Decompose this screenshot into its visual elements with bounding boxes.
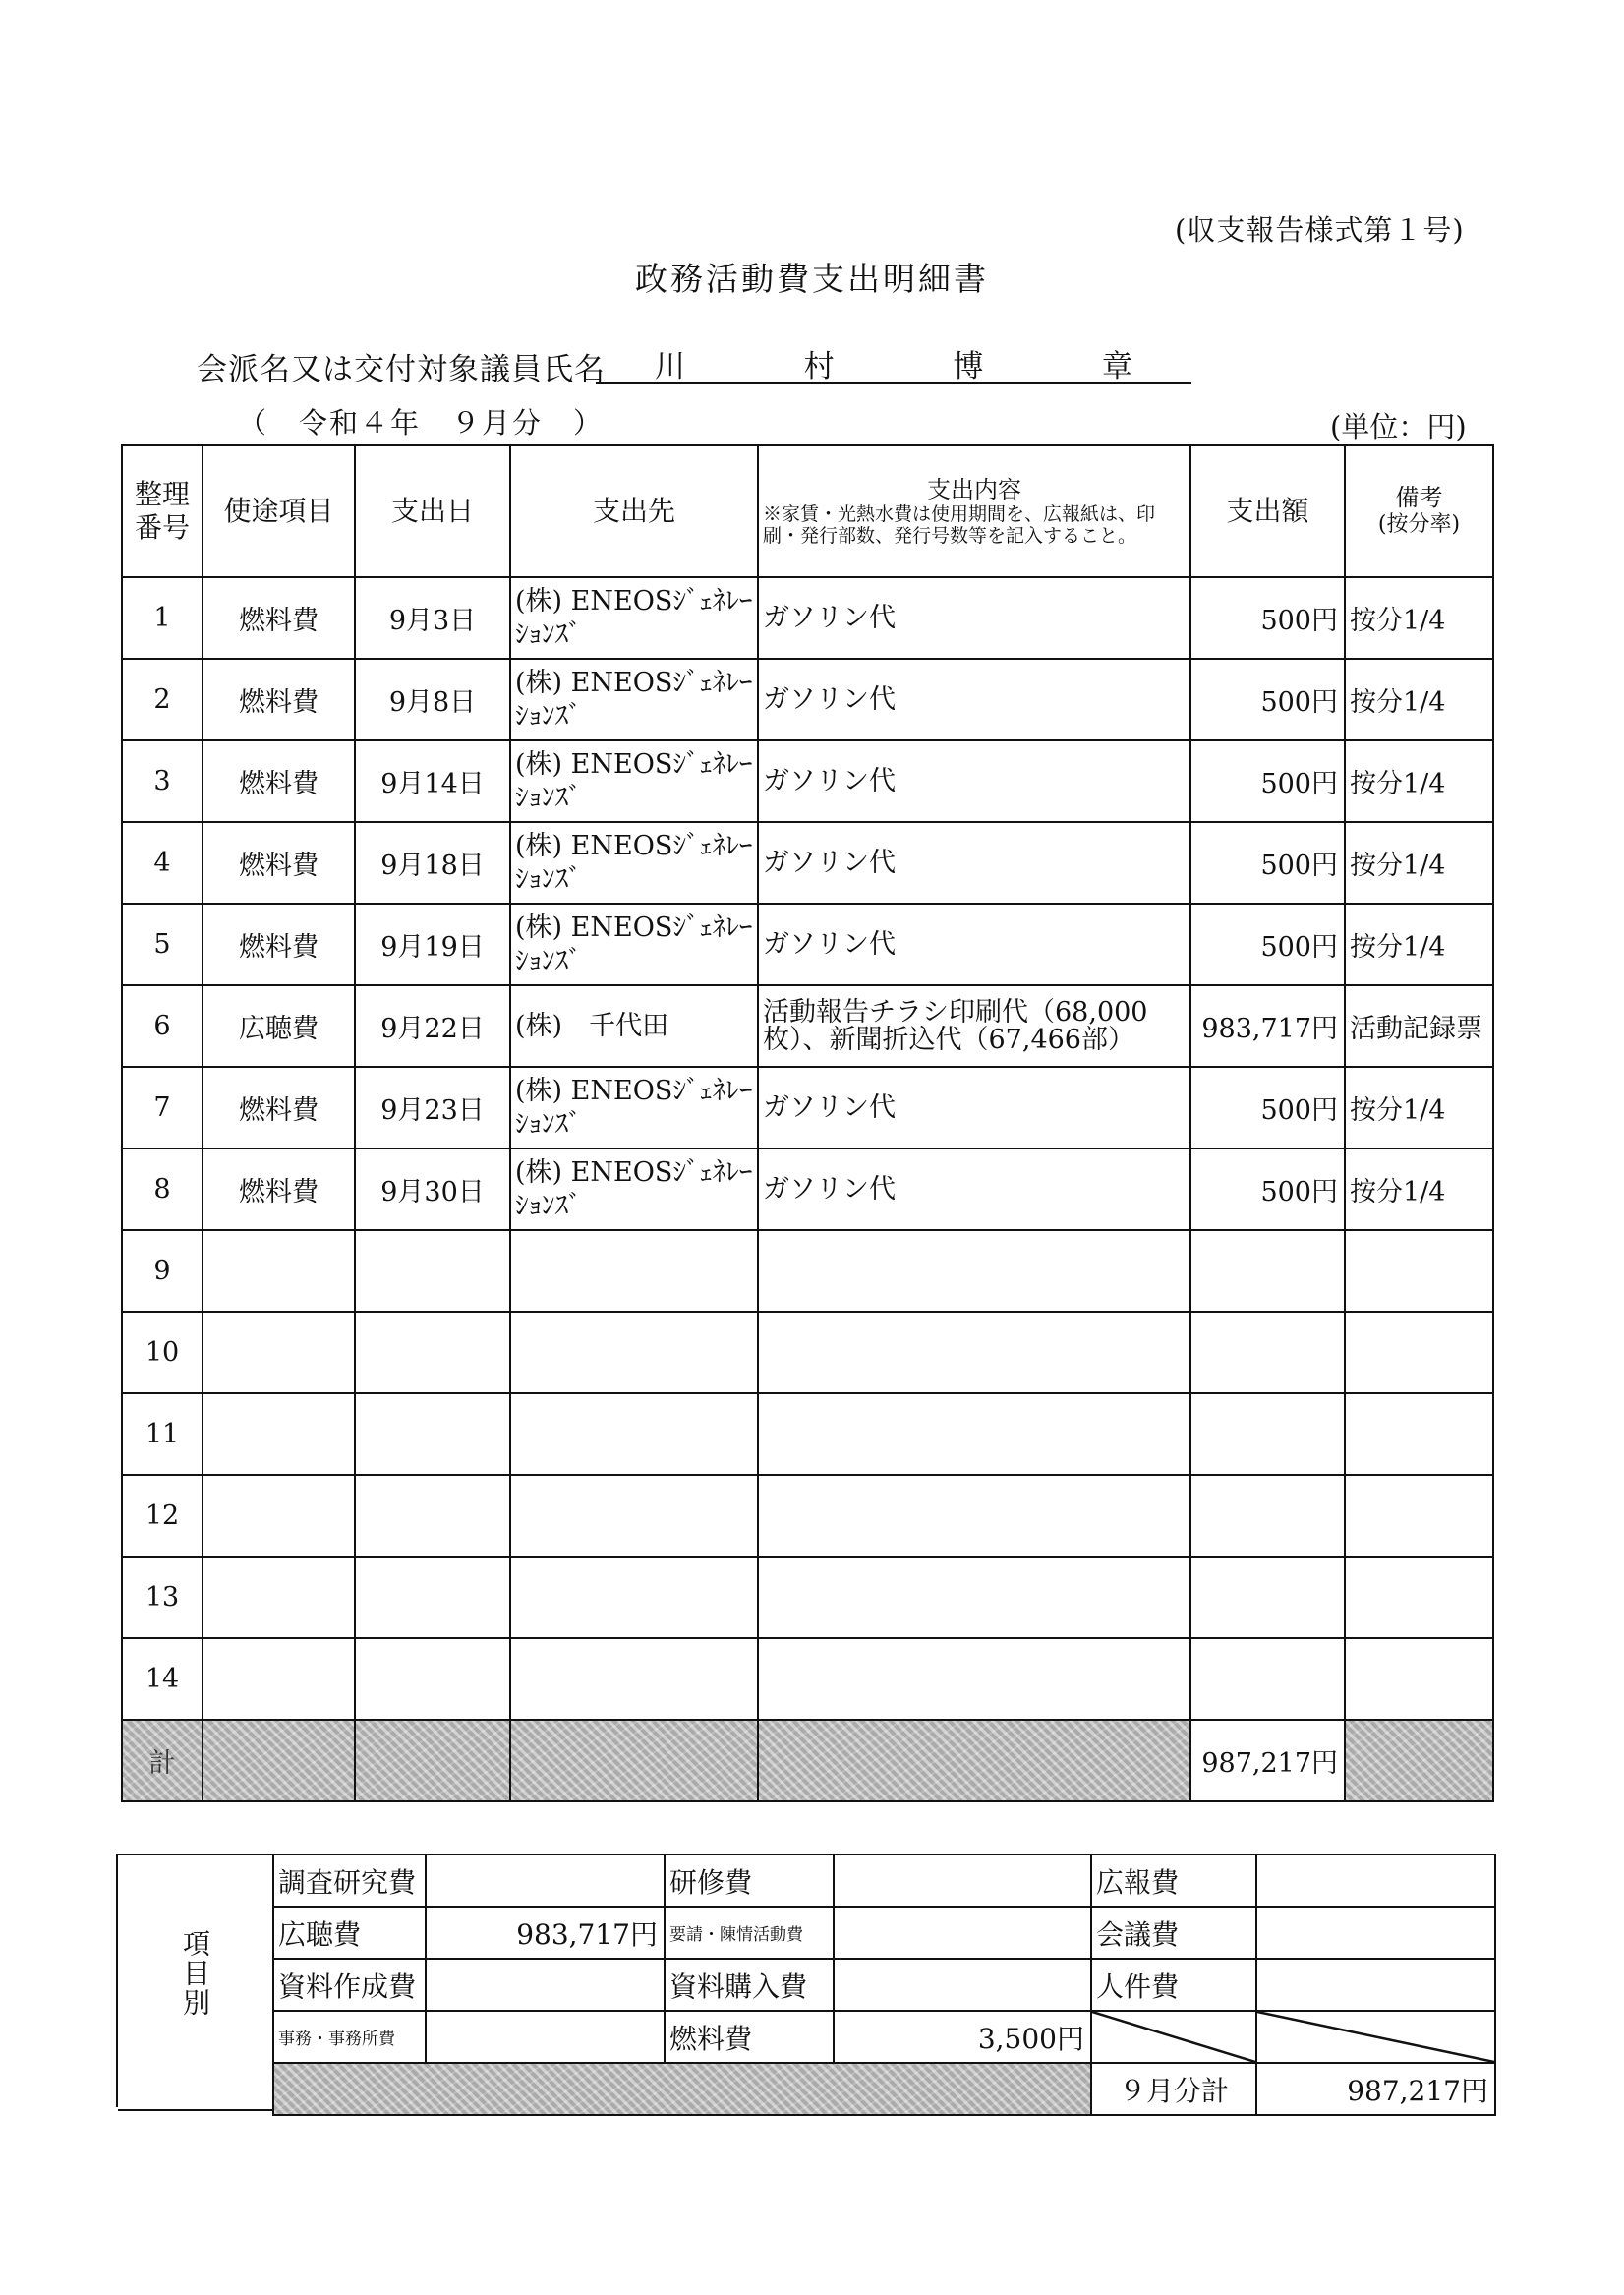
office-label: 事務・事務所費 — [273, 2011, 426, 2063]
row-payee — [510, 1312, 758, 1393]
row-remarks — [1345, 1312, 1493, 1393]
header-remarks-label: 備考 — [1395, 484, 1443, 511]
meeting-value — [1256, 1907, 1495, 1959]
total-row — [122, 1720, 1493, 1801]
row-remarks: 按分1/4 — [1345, 1148, 1493, 1230]
header-amount: 支出額 — [1190, 445, 1345, 577]
shaded-cell — [273, 2063, 1091, 2115]
summary-row — [273, 2011, 1495, 2063]
member-name-char: 章 — [1101, 349, 1132, 384]
row-number: 2 — [122, 659, 203, 740]
row-number: 5 — [122, 904, 203, 985]
member-name — [596, 341, 1191, 385]
row-number: 13 — [122, 1557, 203, 1638]
row-remarks: 按分1/4 — [1345, 659, 1493, 740]
row-date — [355, 1312, 510, 1393]
row-payee: (株) ENEOSｼﾞｪﾈﾚｰｼｮﾝｽﾞ — [510, 577, 758, 659]
row-category: 燃料費 — [203, 822, 355, 904]
row-date: 9月18日 — [355, 822, 510, 904]
office-value — [426, 2011, 665, 2063]
pr-label: 広報費 — [1091, 1854, 1256, 1907]
summary-label: 項目別 — [179, 1929, 211, 2018]
row-remarks: 按分1/4 — [1345, 904, 1493, 985]
row-category: 燃料費 — [203, 904, 355, 985]
report-period: （ 令和４年 ９月分 ） — [238, 406, 605, 440]
row-amount: 500円 — [1190, 740, 1345, 822]
row-number: 4 — [122, 822, 203, 904]
member-name-char: 博 — [953, 349, 984, 384]
form-number: (収支報告様式第１号) — [1175, 213, 1465, 247]
table-row — [122, 1557, 1493, 1638]
row-date — [355, 1393, 510, 1475]
row-date: 9月30日 — [355, 1148, 510, 1230]
total-label: 計 — [122, 1720, 203, 1801]
header-content-label: 支出内容 — [927, 476, 1021, 503]
row-category — [203, 1638, 355, 1720]
row-content: ガソリン代 — [758, 1067, 1190, 1148]
row-remarks — [1345, 1475, 1493, 1557]
table-row — [122, 822, 1493, 904]
row-category: 燃料費 — [203, 577, 355, 659]
row-payee: (株) ENEOSｼﾞｪﾈﾚｰｼｮﾝｽﾞ — [510, 1067, 758, 1148]
row-category: 燃料費 — [203, 659, 355, 740]
materials-prep-value — [426, 1959, 665, 2011]
row-number: 6 — [122, 985, 203, 1067]
materials-prep-label: 資料作成費 — [273, 1959, 426, 2011]
category-summary — [116, 1854, 1494, 2107]
row-category: 燃料費 — [203, 1067, 355, 1148]
personnel-value — [1256, 1959, 1495, 2011]
row-category — [203, 1557, 355, 1638]
row-date: 9月3日 — [355, 577, 510, 659]
row-category: 燃料費 — [203, 1148, 355, 1230]
row-number: 7 — [122, 1067, 203, 1148]
row-content: 活動報告チラシ印刷代（68,000枚）、新聞折込代（67,466部） — [758, 985, 1190, 1067]
row-remarks — [1345, 1230, 1493, 1312]
table-row — [122, 985, 1493, 1067]
member-name-char: 村 — [803, 349, 835, 384]
row-payee — [510, 1393, 758, 1475]
table-row — [122, 1638, 1493, 1720]
row-category — [203, 1393, 355, 1475]
row-payee: (株) ENEOSｼﾞｪﾈﾚｰｼｮﾝｽﾞ — [510, 904, 758, 985]
table-row — [122, 1148, 1493, 1230]
row-amount — [1190, 1475, 1345, 1557]
header-category: 使途項目 — [203, 445, 355, 577]
row-remarks: 活動記録票 — [1345, 985, 1493, 1067]
row-date: 9月8日 — [355, 659, 510, 740]
row-payee: (株) 千代田 — [510, 985, 758, 1067]
row-category — [203, 1475, 355, 1557]
training-value — [834, 1854, 1091, 1907]
member-name-char: 川 — [655, 349, 685, 384]
header-date: 支出日 — [355, 445, 510, 577]
row-amount — [1190, 1393, 1345, 1475]
row-number: 14 — [122, 1638, 203, 1720]
row-number: 8 — [122, 1148, 203, 1230]
shaded-cell — [1345, 1720, 1493, 1801]
row-content — [758, 1230, 1190, 1312]
summary-total-row — [273, 2063, 1495, 2115]
personnel-label: 人件費 — [1091, 1959, 1256, 2011]
row-number: 10 — [122, 1312, 203, 1393]
petition-value — [834, 1907, 1091, 1959]
crossed-out-cell — [1256, 2011, 1495, 2063]
row-content — [758, 1557, 1190, 1638]
pr-value — [1256, 1854, 1495, 1907]
summary-lead-cell — [118, 1854, 273, 2111]
row-date — [355, 1557, 510, 1638]
row-amount: 500円 — [1190, 904, 1345, 985]
table-row — [122, 1312, 1493, 1393]
document-title: 政務活動費支出明細書 — [635, 260, 989, 298]
training-label: 研修費 — [665, 1854, 834, 1907]
member-name-field — [596, 341, 1191, 384]
row-remarks: 按分1/4 — [1345, 577, 1493, 659]
row-content — [758, 1312, 1190, 1393]
unit-label: (単位：円) — [1330, 410, 1467, 443]
row-amount: 500円 — [1190, 1148, 1345, 1230]
month-total-label: ９月分計 — [1091, 2063, 1256, 2115]
shaded-cell — [203, 1720, 355, 1801]
row-payee: (株) ENEOSｼﾞｪﾈﾚｰｼｮﾝｽﾞ — [510, 822, 758, 904]
row-number: 1 — [122, 577, 203, 659]
table-row — [122, 904, 1493, 985]
row-remarks: 按分1/4 — [1345, 822, 1493, 904]
expense-detail-table — [121, 444, 1494, 1802]
row-category: 燃料費 — [203, 740, 355, 822]
research-value — [426, 1854, 665, 1907]
member-name-label: 会派名又は交付対象議員氏名 — [197, 352, 606, 387]
crossed-out-cell — [1091, 2011, 1256, 2063]
row-remarks: 按分1/4 — [1345, 1067, 1493, 1148]
shaded-cell — [355, 1720, 510, 1801]
row-payee — [510, 1230, 758, 1312]
summary-row — [273, 1907, 1495, 1959]
row-amount: 500円 — [1190, 1067, 1345, 1148]
total-amount: 987,217円 — [1190, 1720, 1345, 1801]
hearing-value: 983,717円 — [426, 1907, 665, 1959]
table-row — [122, 659, 1493, 740]
row-amount: 983,717円 — [1190, 985, 1345, 1067]
table-row — [122, 1475, 1493, 1557]
row-amount: 500円 — [1190, 577, 1345, 659]
row-payee: (株) ENEOSｼﾞｪﾈﾚｰｼｮﾝｽﾞ — [510, 1148, 758, 1230]
header-content — [758, 445, 1190, 577]
summary-row — [273, 1854, 1495, 1907]
row-category — [203, 1230, 355, 1312]
row-category — [203, 1312, 355, 1393]
row-remarks — [1345, 1557, 1493, 1638]
row-content: ガソリン代 — [758, 904, 1190, 985]
meeting-label: 会議費 — [1091, 1907, 1256, 1959]
row-content: ガソリン代 — [758, 1148, 1190, 1230]
row-date — [355, 1475, 510, 1557]
row-amount — [1190, 1230, 1345, 1312]
row-date: 9月14日 — [355, 740, 510, 822]
row-content: ガソリン代 — [758, 822, 1190, 904]
row-remarks — [1345, 1393, 1493, 1475]
header-remarks — [1345, 445, 1493, 577]
table-row — [122, 577, 1493, 659]
row-amount — [1190, 1638, 1345, 1720]
header-remarks-sub: (按分率) — [1377, 512, 1461, 537]
row-remarks — [1345, 1638, 1493, 1720]
row-content: ガソリン代 — [758, 659, 1190, 740]
fuel-value: 3,500円 — [834, 2011, 1091, 2063]
hearing-label: 広聴費 — [273, 1907, 426, 1959]
row-content — [758, 1475, 1190, 1557]
research-label: 調査研究費 — [273, 1854, 426, 1907]
header-payee: 支出先 — [510, 445, 758, 577]
fuel-label: 燃料費 — [665, 2011, 834, 2063]
row-category: 広聴費 — [203, 985, 355, 1067]
shaded-cell — [758, 1720, 1190, 1801]
table-header-row — [122, 445, 1493, 577]
table-row — [122, 740, 1493, 822]
row-amount: 500円 — [1190, 822, 1345, 904]
petition-label: 要請・陳情活動費 — [665, 1907, 834, 1959]
header-number: 整理 番号 — [122, 445, 203, 577]
row-remarks: 按分1/4 — [1345, 740, 1493, 822]
summary-row — [273, 1959, 1495, 2011]
row-date: 9月22日 — [355, 985, 510, 1067]
materials-purchase-label: 資料購入費 — [665, 1959, 834, 2011]
row-content: ガソリン代 — [758, 740, 1190, 822]
materials-purchase-value — [834, 1959, 1091, 2011]
row-content: ガソリン代 — [758, 577, 1190, 659]
row-date — [355, 1230, 510, 1312]
shaded-cell — [510, 1720, 758, 1801]
row-amount: 500円 — [1190, 659, 1345, 740]
table-row — [122, 1393, 1493, 1475]
header-content-note: ※家賃・光熱水費は使用期間を、広報紙は、印刷・発行部数、発行号数等を記入すること。 — [763, 503, 1156, 547]
table-row — [122, 1067, 1493, 1148]
row-date: 9月23日 — [355, 1067, 510, 1148]
row-number: 9 — [122, 1230, 203, 1312]
summary-table — [272, 1854, 1496, 2116]
row-payee: (株) ENEOSｼﾞｪﾈﾚｰｼｮﾝｽﾞ — [510, 659, 758, 740]
row-payee — [510, 1638, 758, 1720]
month-total-value: 987,217円 — [1256, 2063, 1495, 2115]
row-payee — [510, 1557, 758, 1638]
row-date: 9月19日 — [355, 904, 510, 985]
row-payee: (株) ENEOSｼﾞｪﾈﾚｰｼｮﾝｽﾞ — [510, 740, 758, 822]
row-amount — [1190, 1312, 1345, 1393]
row-payee — [510, 1475, 758, 1557]
row-date — [355, 1638, 510, 1720]
row-content — [758, 1393, 1190, 1475]
row-amount — [1190, 1557, 1345, 1638]
row-number: 11 — [122, 1393, 203, 1475]
row-number: 3 — [122, 740, 203, 822]
row-content — [758, 1638, 1190, 1720]
table-row — [122, 1230, 1493, 1312]
row-number: 12 — [122, 1475, 203, 1557]
